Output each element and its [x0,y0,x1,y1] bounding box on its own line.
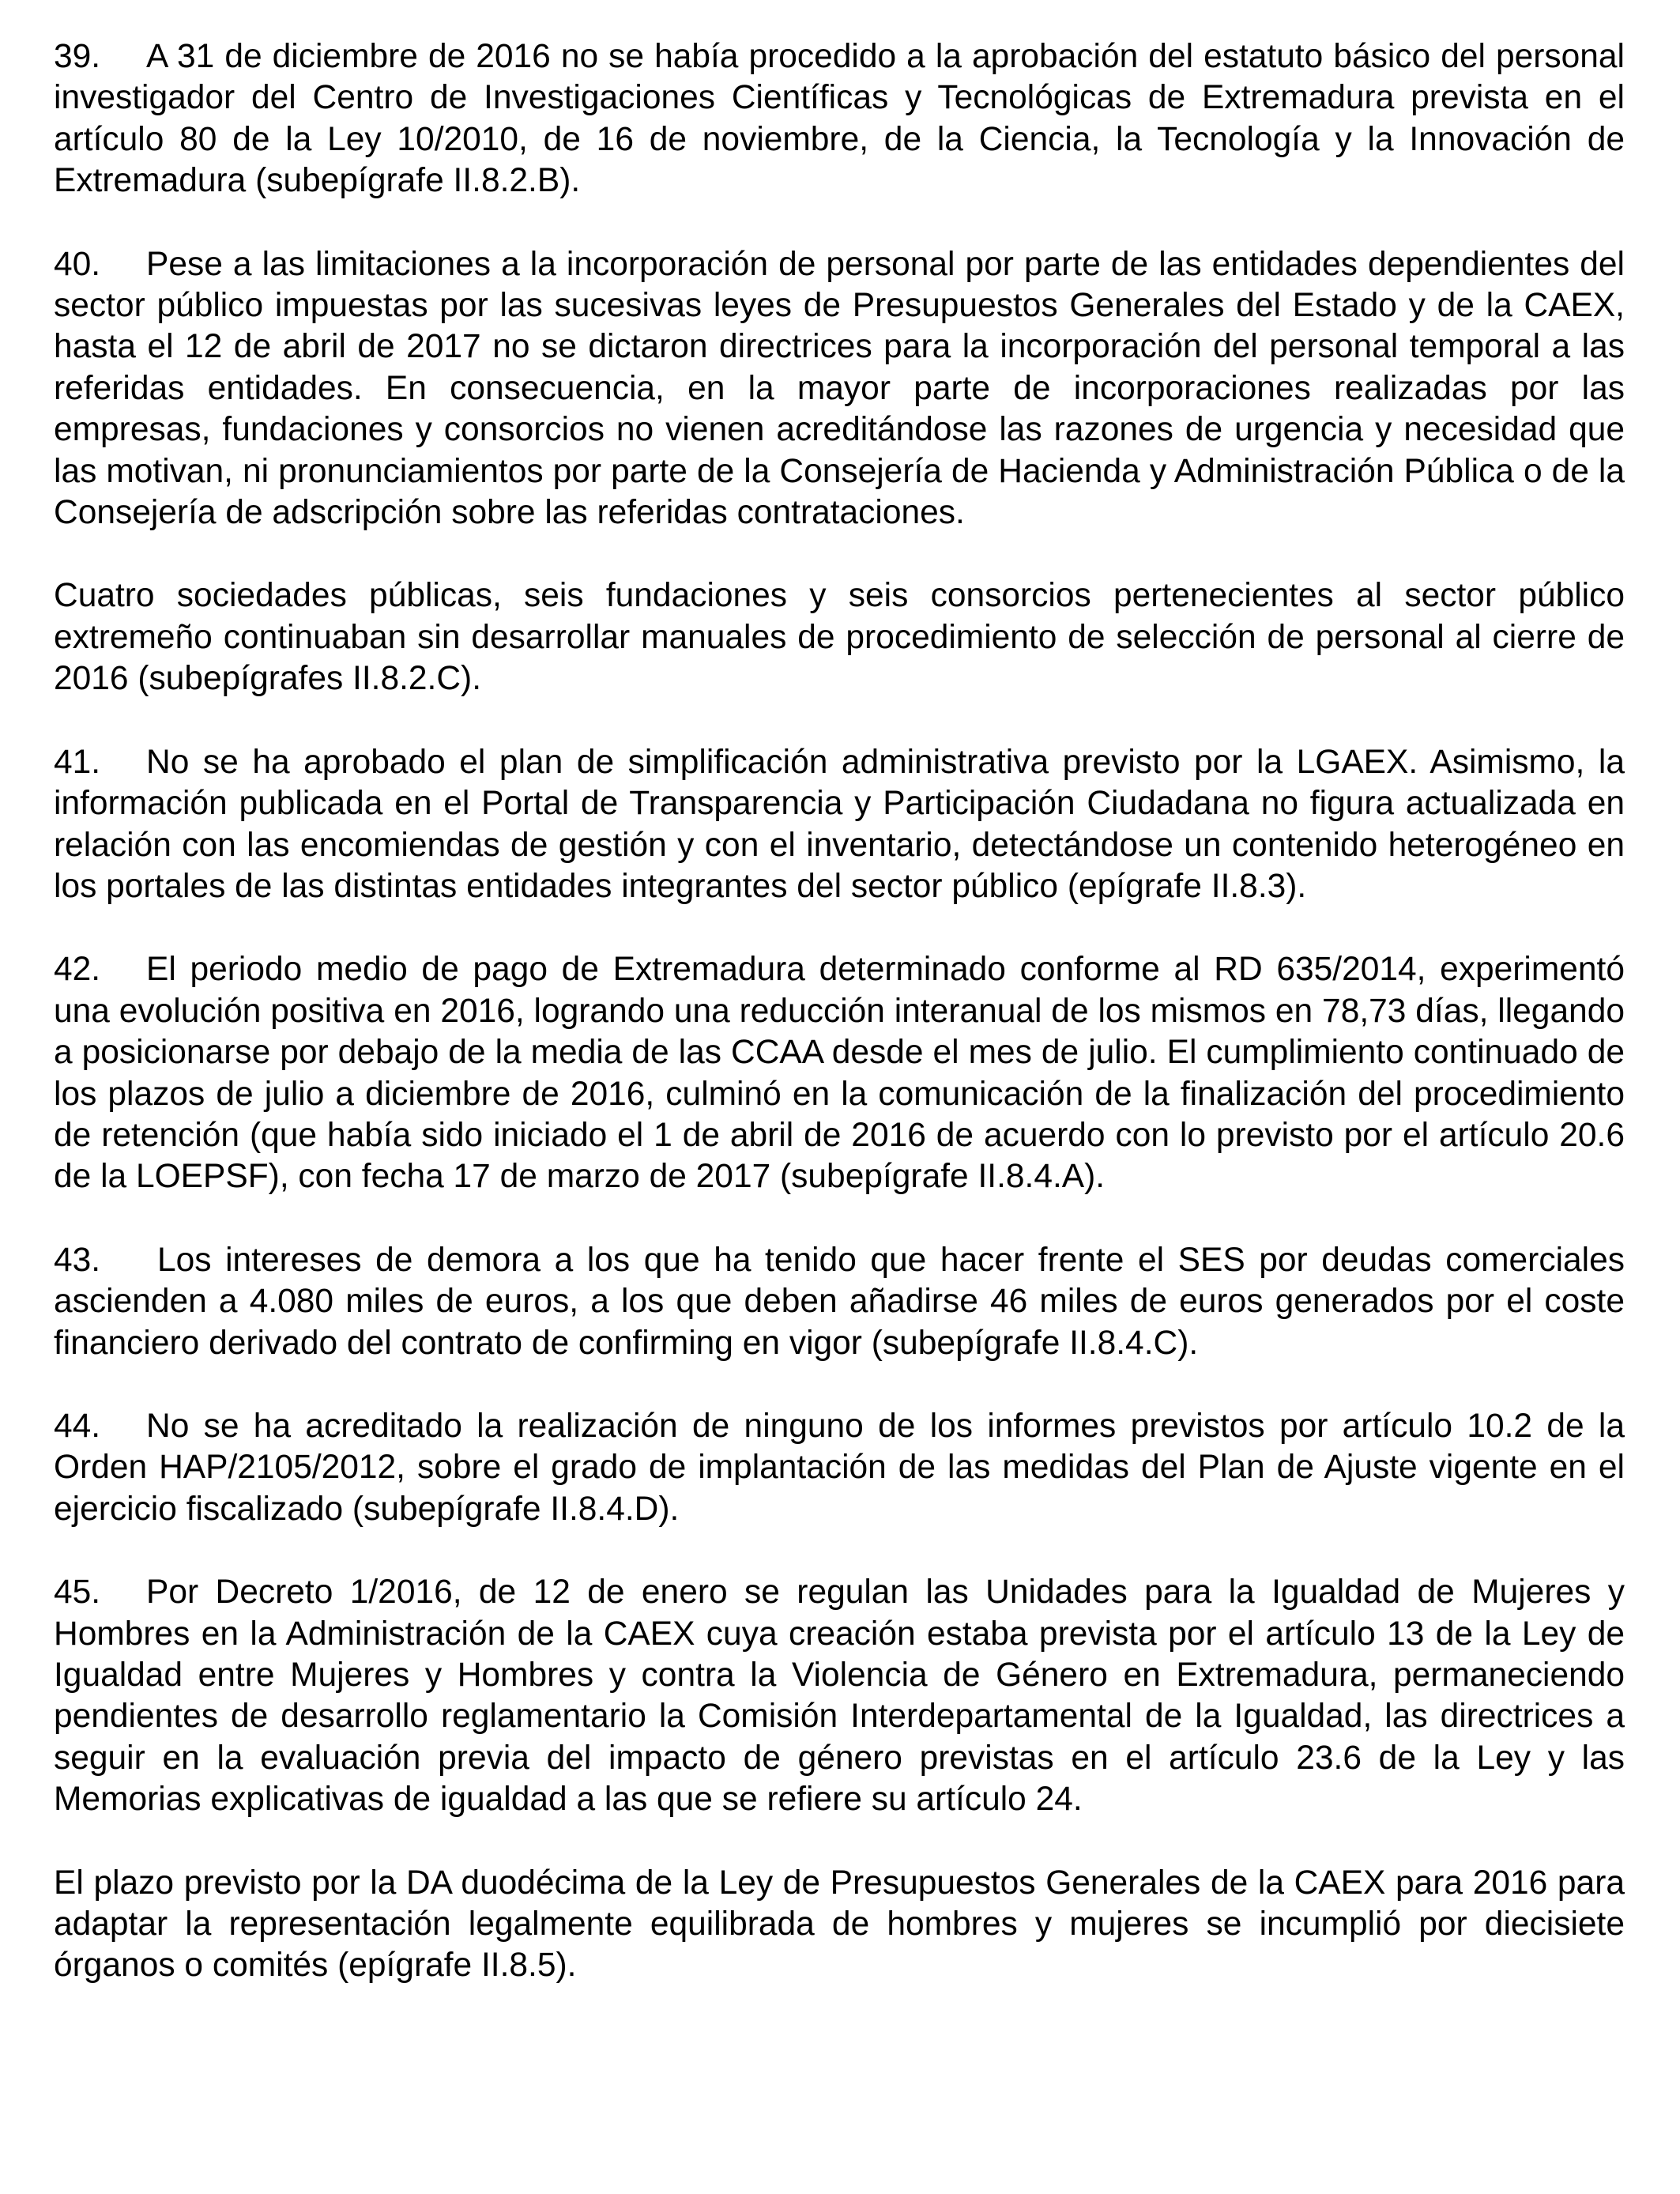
paragraph-text: A 31 de diciembre de 2016 no se había procedido a la aprobación del estatuto básico del personal investigador del Centro de Investigaciones Científicas y Tecnológicas de Extremadura prevista en el artículo 80 de la Ley 10/2010, de 16 de noviembre, de la Ciencia, la Tecnología y la Innovación de Extremadura (subepígrafe II.8.2.B). [54,38,1625,200]
paragraph-40-continued [54,575,1625,699]
paragraph-39 [54,36,1625,202]
paragraph-42 [54,949,1625,1197]
paragraph-number: 45. [54,1574,101,1612]
paragraph-number: 44. [54,1407,101,1445]
paragraph-40 [54,244,1625,534]
paragraph-45 [54,1572,1625,1820]
paragraph-text: Cuatro sociedades públicas, seis fundaciones y seis consorcios pertenecientes al sector público extremeño continuaban sin desarrollar manuales de procedimiento de selección de personal al cierre de 2016 (subepígrafes II.8.2.C). [54,577,1625,698]
paragraph-43 [54,1240,1625,1364]
paragraph-number: 43. [54,1241,101,1279]
paragraph-number: 39. [54,38,101,75]
paragraph-44 [54,1406,1625,1530]
paragraph-number: 42. [54,951,101,989]
paragraph-text: Pese a las limitaciones a la incorporación de personal por parte de las entidades dependientes del sector público impuestas por las sucesivas leyes de Presupuestos Generales del Estado y de la CAEX, hasta el 12 de abril de 2017 no se dictaron directrices para la incorporación del personal temporal a las referidas entidades. En consecuencia, en la mayor parte de incorporaciones realizadas por las empresas, fundaciones y consorcios no vienen acreditándose las razones de urgencia y necesidad que las motivan, ni pronunciamientos por parte de la Consejería de Hacienda y Administración Pública o de la Consejería de adscripción sobre las referidas contrataciones. [54,245,1625,532]
paragraph-text: El plazo previsto por la DA duodécima de la Ley de Presupuestos Generales de la CAEX para 2016 para adaptar la representación legalmente equilibrada de hombres y mujeres se incumplió por diecisiete órganos o comités (epígrafe II.8.5). [54,1864,1625,1985]
document-page [54,36,1625,2029]
paragraph-number: 40. [54,245,101,283]
paragraph-text: El periodo medio de pago de Extremadura determinado conforme al RD 635/2014, experimentó una evolución positiva en 2016, logrando una reducción interanual de los mismos en 78,73 días, llegando a posicionarse por debajo de la media de las CCAA desde el mes de julio. El cumplimiento continuado de los plazos de julio a diciembre de 2016, culminó en la comunicación de la finalización del procedimiento de retención (que había sido iniciado el 1 de abril de 2016 de acuerdo con lo previsto por el artículo 20.6 de la LOEPSF), con fecha 17 de marzo de 2017 (subepígrafe II.8.4.A). [54,951,1625,1196]
paragraph-text: No se ha aprobado el plan de simplificación administrativa previsto por la LGAEX. Asimismo, la información publicada en el Portal de Transparencia y Participación Ciudadana no figura actualizada en relación con las encomiendas de gestión y con el inventario, detectándose un contenido heterogéneo en los portales de las distintas entidades integrantes del sector público (epígrafe II.8.3). [54,743,1625,905]
paragraph-number: 41. [54,743,101,781]
paragraph-text: Por Decreto 1/2016, de 12 de enero se regulan las Unidades para la Igualdad de Mujeres y Hombres en la Administración de la CAEX cuya creación estaba prevista por el artículo 13 de la Ley de Igualdad entre Mujeres y Hombres y contra la Violencia de Género en Extremadura, permaneciendo pendientes de desarrollo reglamentario la Comisión Interdepartamental de la Igualdad, las directrices a seguir en la evaluación previa del impacto de género previstas en el artículo 23.6 de la Ley y las Memorias explicativas de igualdad a las que se refiere su artículo 24. [54,1574,1625,1819]
paragraph-45-continued [54,1863,1625,1987]
paragraph-text: Los intereses de demora a los que ha tenido que hacer frente el SES por deudas comerciales ascienden a 4.080 miles de euros, a los que deben añadirse 46 miles de euros generados por el coste financiero derivado del contrato de confirming en vigor (subepígrafe II.8.4.C). [54,1241,1625,1362]
paragraph-text: No se ha acreditado la realización de ninguno de los informes previstos por artículo 10.2 de la Orden HAP/2105/2012, sobre el grado de implantación de las medidas del Plan de Ajuste vigente en el ejercicio fiscalizado (subepígrafe II.8.4.D). [54,1407,1625,1528]
paragraph-41 [54,742,1625,908]
